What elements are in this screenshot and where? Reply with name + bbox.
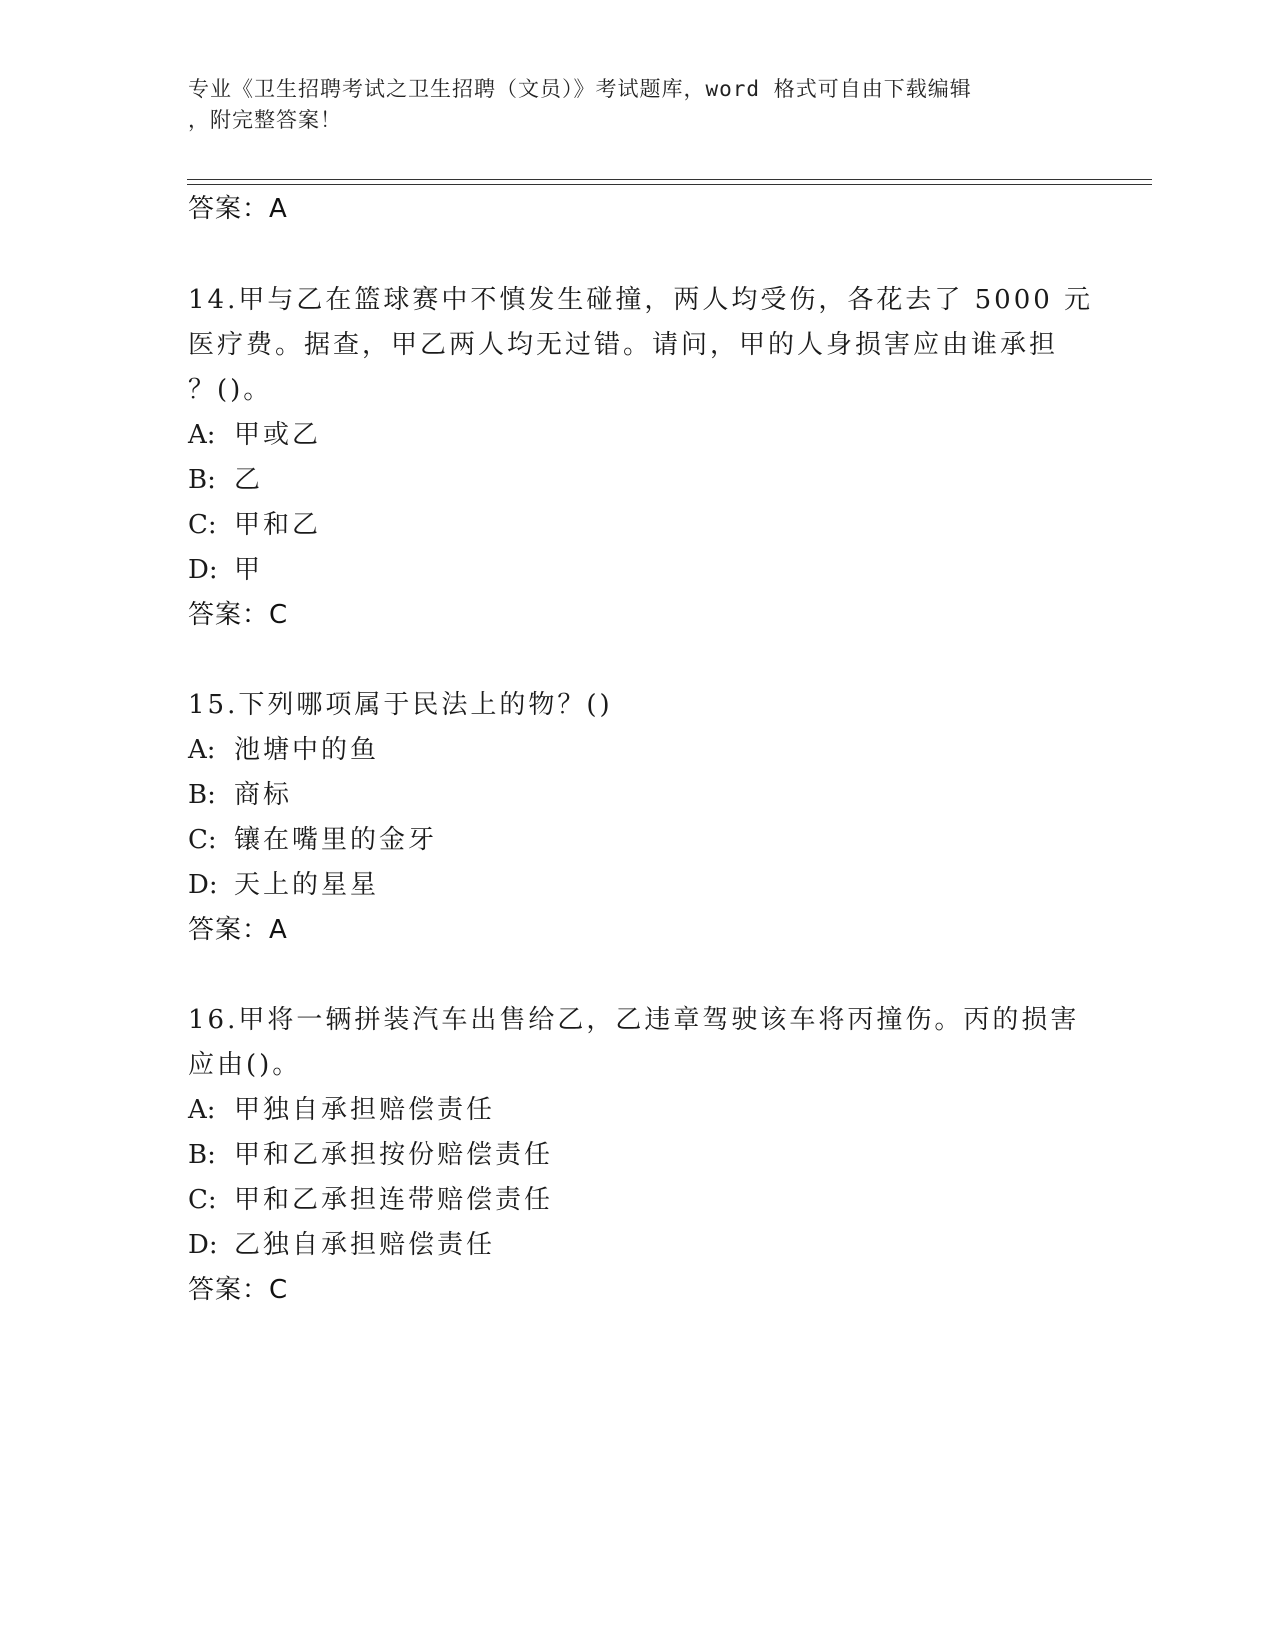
option-text: 甲和乙承担连带赔偿责任 (234, 1185, 554, 1215)
header-line-2: ，附完整答案！ (188, 108, 342, 132)
option-a (188, 733, 379, 767)
option-key: A: (188, 735, 216, 765)
option-key: A: (188, 420, 216, 450)
option-text: 天上的星星 (234, 870, 380, 900)
option-key: A: (188, 1095, 216, 1125)
option-key: C: (188, 510, 217, 540)
option-key: B: (188, 465, 216, 495)
option-key: C: (188, 825, 217, 855)
answer: 答案：C (188, 1275, 289, 1305)
option-text: 商标 (234, 780, 293, 810)
option-text: 甲或乙 (234, 420, 322, 450)
option-text: 甲独自承担赔偿责任 (234, 1095, 496, 1125)
option-text: 乙独自承担赔偿责任 (234, 1230, 496, 1260)
option-key: B: (188, 1140, 216, 1170)
answer: 答案：C (188, 600, 289, 630)
option-b (188, 1138, 553, 1172)
option-a (188, 1093, 495, 1127)
option-d (188, 868, 379, 902)
option-c (188, 823, 437, 857)
question-text-line: ？()。 (188, 375, 273, 405)
option-d (188, 553, 263, 587)
answer: 答案：A (188, 915, 288, 945)
option-text: 甲 (234, 555, 264, 585)
option-key: C: (188, 1185, 217, 1215)
option-key: B: (188, 780, 216, 810)
previous-answer: 答案：A (188, 194, 288, 224)
header-divider-top (187, 179, 1152, 180)
question-text-line: 应由()。 (188, 1050, 302, 1080)
option-b (188, 778, 292, 812)
option-text: 镶在嘴里的金牙 (234, 825, 438, 855)
header-divider-bottom (187, 184, 1152, 185)
question-text-line: 16.甲将一辆拼装汽车出售给乙，乙违章驾驶该车将丙撞伤。丙的损害 (188, 1005, 1080, 1035)
option-text: 甲和乙 (234, 510, 322, 540)
option-key: D: (188, 870, 218, 900)
option-d (188, 1228, 495, 1262)
option-text: 乙 (234, 465, 264, 495)
option-key: D: (188, 555, 218, 585)
question-text-line: 15.下列哪项属于民法上的物？() (188, 690, 613, 720)
header-line-1: 专业《卫生招聘考试之卫生招聘（文员）》考试题库，word 格式可自由下载编辑 (188, 77, 972, 101)
option-text: 甲和乙承担按份赔偿责任 (234, 1140, 554, 1170)
question-text-line: 14.甲与乙在篮球赛中不慎发生碰撞，两人均受伤，各花去了 5000 元 (188, 285, 1094, 315)
option-c (188, 1183, 553, 1217)
option-a (188, 418, 321, 452)
option-key: D: (188, 1230, 218, 1260)
question-text-line: 医疗费。据查，甲乙两人均无过错。请问，甲的人身损害应由谁承担 (188, 330, 1059, 360)
option-c (188, 508, 321, 542)
document-header (188, 74, 1068, 136)
option-text: 池塘中的鱼 (234, 735, 380, 765)
option-b (188, 463, 263, 497)
